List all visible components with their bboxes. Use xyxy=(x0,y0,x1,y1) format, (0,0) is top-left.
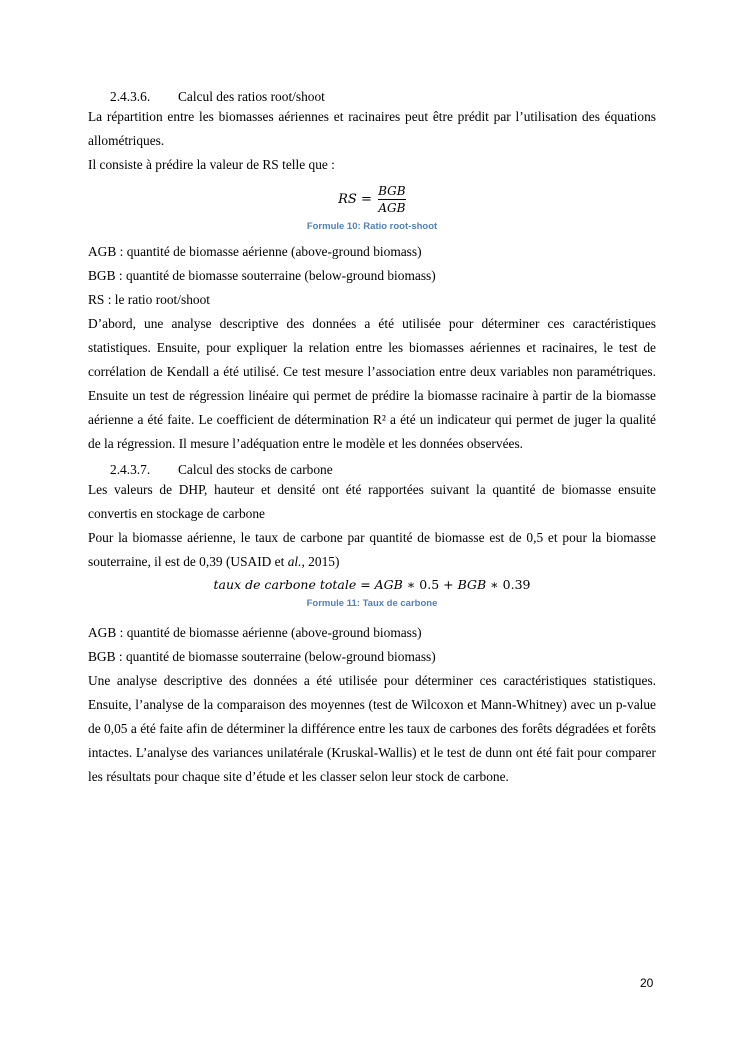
definition-agb: AGB : quantité de biomasse aérienne (above-ground biomass) xyxy=(88,625,422,640)
section-heading-2-4-3-6 xyxy=(88,89,656,105)
section-title: Calcul des ratios root/shoot xyxy=(178,89,325,104)
document-page xyxy=(88,89,656,789)
paragraph xyxy=(88,526,656,574)
section-number: 2.4.3.6. xyxy=(110,89,151,104)
paragraph-text: 2015) xyxy=(304,554,340,569)
definition-bgb: BGB : quantité de biomasse souterraine (below-ground biomass) xyxy=(88,649,436,664)
formula-ratio-root-shoot xyxy=(88,181,656,217)
paragraph: Il consiste à prédire la valeur de RS telle que : xyxy=(88,157,335,172)
italic-text: al., xyxy=(287,554,305,569)
formula-text: taux de carbone totale = AGB ∗ xyxy=(213,577,420,592)
formula-lhs: RS = xyxy=(338,191,372,207)
definition-rs: RS : le ratio root/shoot xyxy=(88,292,210,307)
paragraph: Les valeurs de DHP, hauteur et densité ont été rapportées suivant la quantité de biomasse ensuite convertis en stockage de carbone xyxy=(88,482,656,521)
fraction-denominator: AGB xyxy=(378,200,406,215)
formula-caption: Formule 10: Ratio root-shoot xyxy=(306,221,438,232)
section-title: Calcul des stocks de carbone xyxy=(178,462,333,477)
definition-bgb: BGB : quantité de biomasse souterraine (below-ground biomass) xyxy=(88,268,436,283)
fraction-bar xyxy=(378,199,406,200)
paragraph: D’abord, une analyse descriptive des données a été utilisée pour déterminer ces caractéristiques statistiques. Ensuite, pour expliquer la relation entre les biomasses aériennes et racinaires, le test de corrélation de Kendall a été utilisé. Ce test mesure l’association entre deux variables non paramétriques. Ensuite un test de régression linéaire qui permet de prédire la biomasse racinaire à partir de la biomasse aérienne a été faite. Le coefficient de détermination R² a été un indicateur qui permet de juger la qualité de la régression. Il mesure l’adéquation entre le modèle et les données observées. xyxy=(88,316,656,451)
paragraph: La répartition entre les biomasses aériennes et racinaires peut être prédit par l’utilisation des équations allométriques. xyxy=(88,109,656,148)
page-number: 20 xyxy=(640,976,654,990)
section-heading-2-4-3-7 xyxy=(88,462,656,478)
paragraph: Une analyse descriptive des données a été utilisée pour déterminer ces caractéristiques statistiques. Ensuite, l’analyse de la comparaison des moyennes (test de Wilcoxon et Mann-Whitney) avec un p-value de 0,05 a été faite afin de déterminer la différence entre les taux de carbones des forêts dégradées et forêts intactes. L’analyse des variances unilatérale (Kruskal-Wallis) et le test de dunn ont été fait pour comparer les résultats pour chaque site d’étude et les classer selon leur stock de carbone. xyxy=(88,673,656,784)
fraction xyxy=(378,184,406,215)
fraction-numerator: BGB xyxy=(378,183,406,198)
formula-taux-carbone xyxy=(88,576,656,594)
formula-coefficient: 0.5 xyxy=(419,577,440,592)
formula-text: + BGB ∗ xyxy=(439,577,503,592)
formula-caption: Formule 11: Taux de carbone xyxy=(306,598,438,609)
section-number: 2.4.3.7. xyxy=(110,462,151,477)
paragraph-text: Pour la biomasse aérienne, le taux de carbone par quantité de biomasse est de 0,5 et pour la biomasse souterraine, il est de 0,39 (USAID et xyxy=(88,530,656,569)
formula-coefficient: 0.39 xyxy=(502,577,531,592)
definition-agb: AGB : quantité de biomasse aérienne (above-ground biomass) xyxy=(88,244,422,259)
